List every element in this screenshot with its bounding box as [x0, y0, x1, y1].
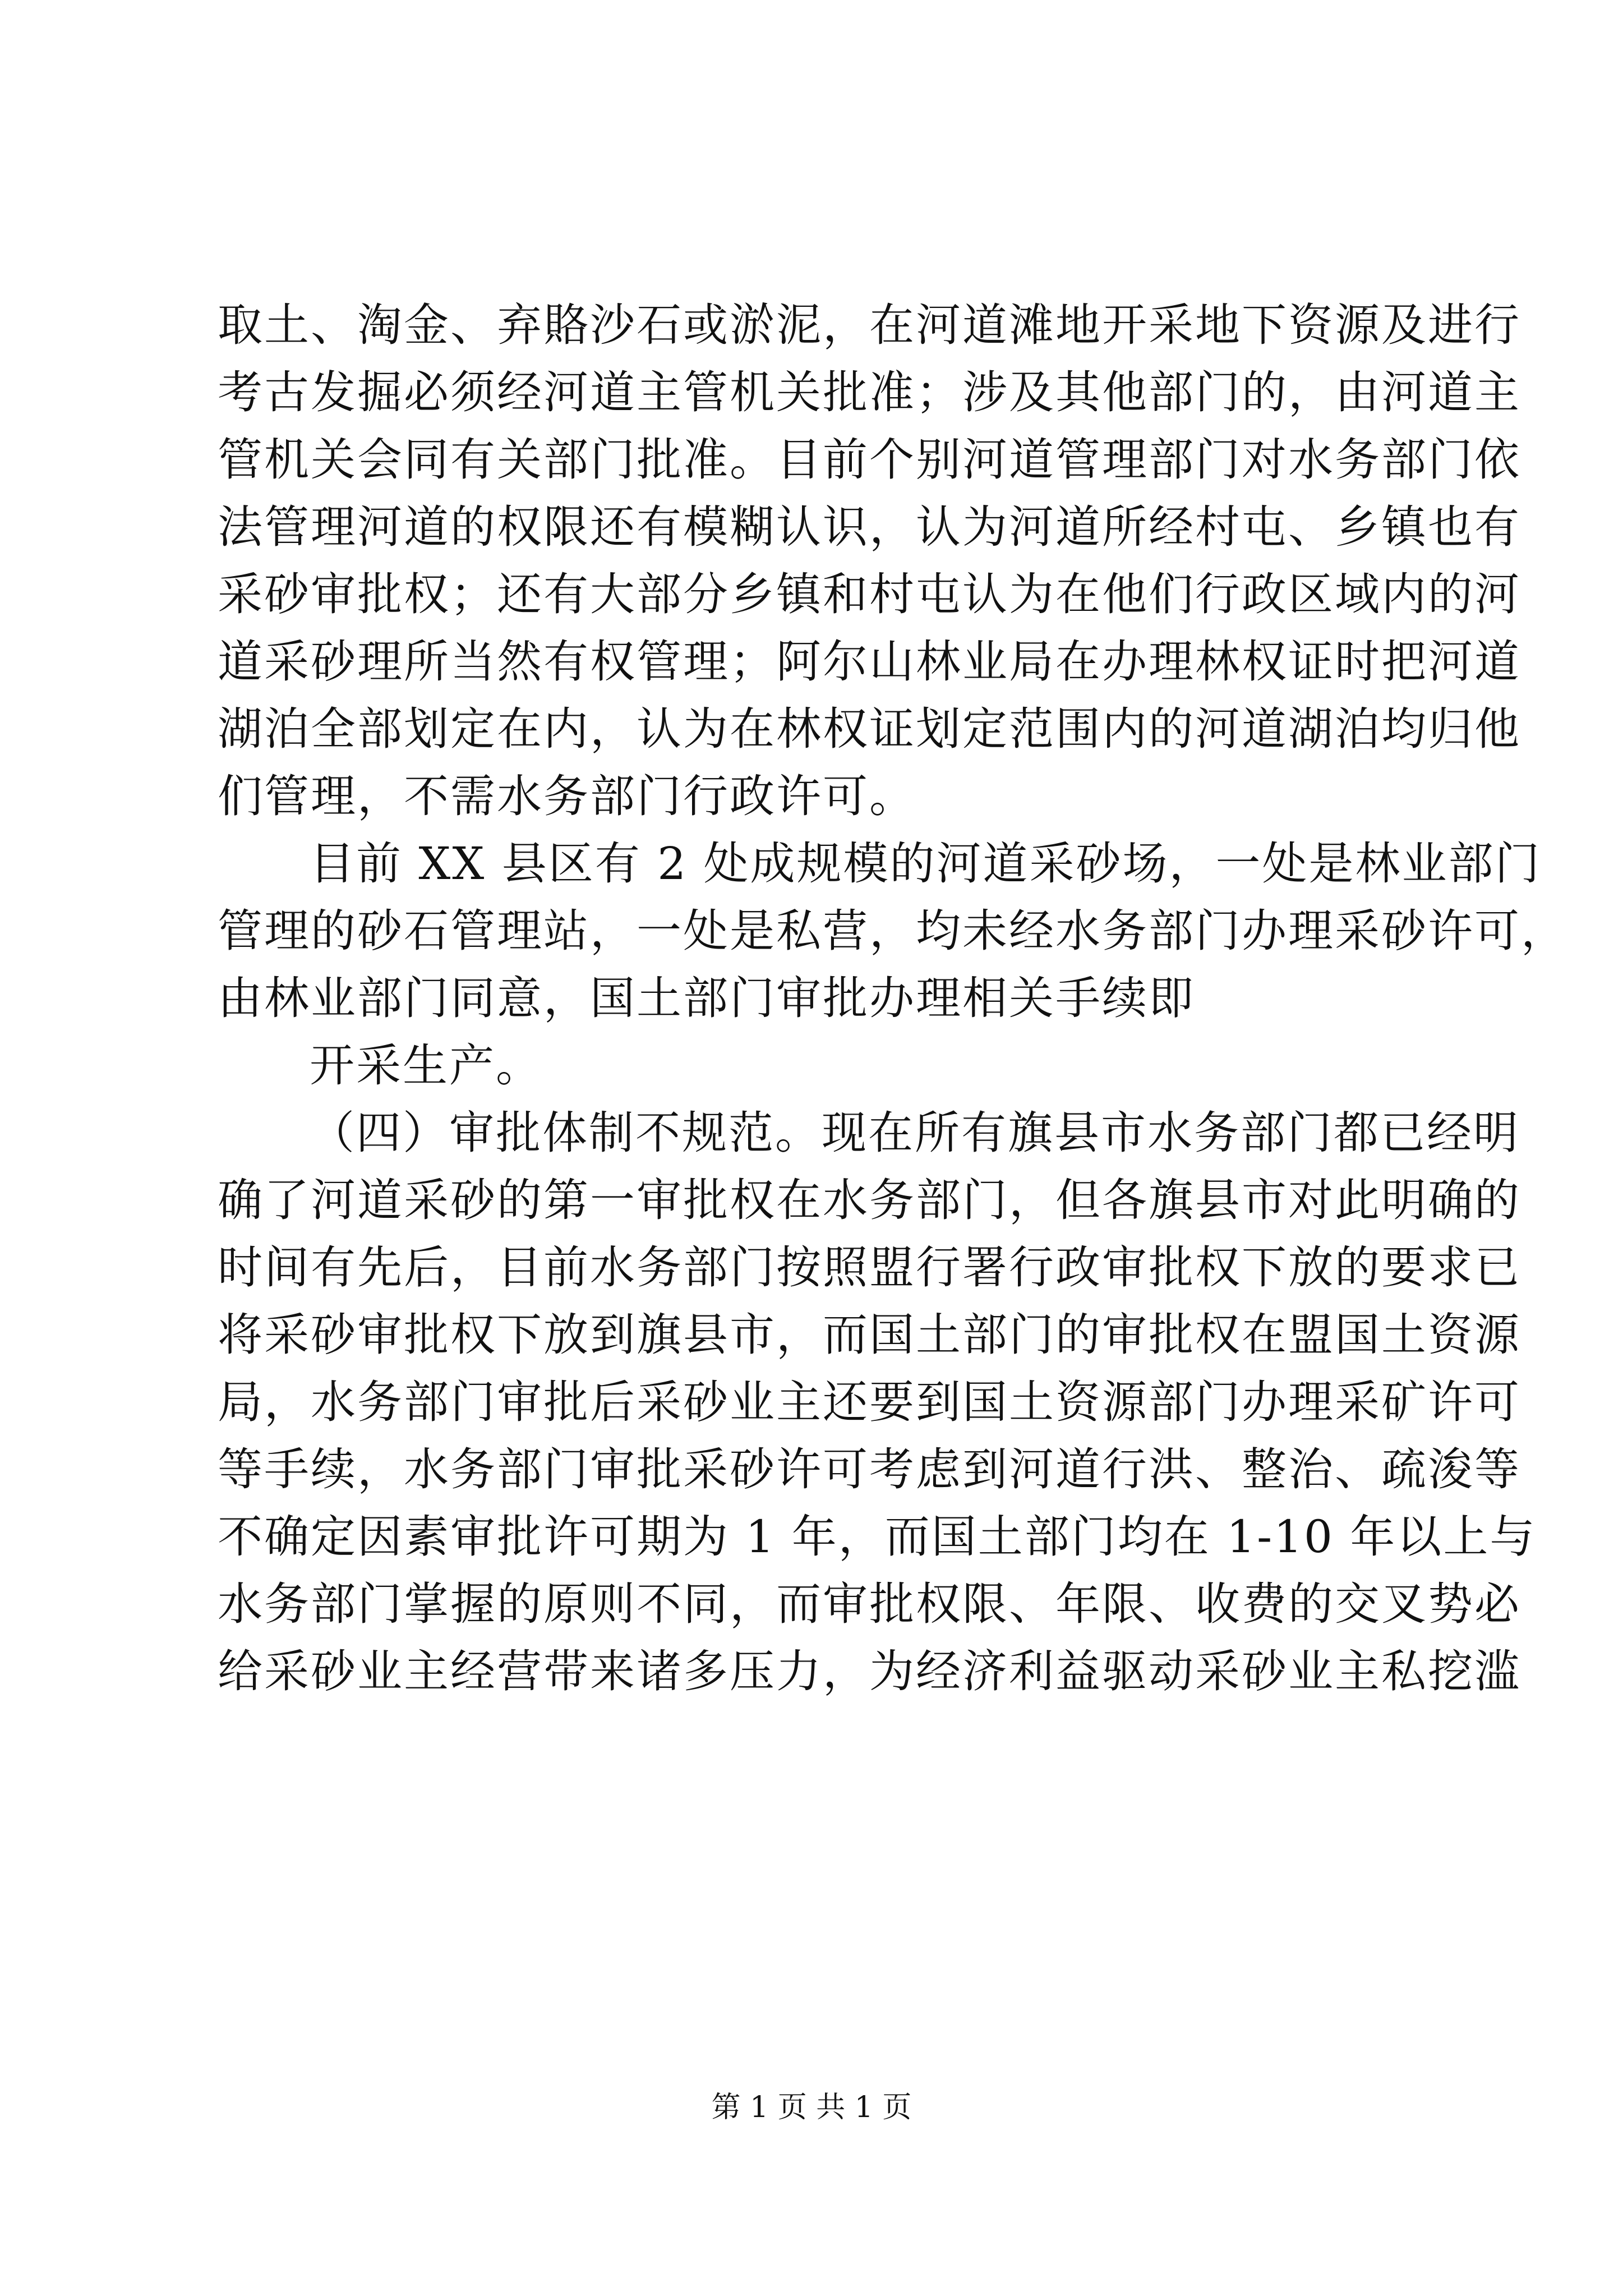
text-line: 管机关会同有关部门批准。目前个别河道管理部门对水务部门依 [218, 434, 1521, 486]
document-body [218, 292, 1567, 1705]
text-line: 考古发掘必须经河道主管机关批准；涉及其他部门的，由河道主 [218, 366, 1521, 418]
text-line: 法管理河道的权限还有模糊认识，认为河道所经村屯、乡镇也有 [218, 501, 1521, 553]
text-line: 湖泊全部划定在内，认为在林权证划定范围内的河道湖泊均归他 [218, 703, 1521, 755]
page-footer: 第 1 页 共 1 页 [711, 2091, 912, 2124]
text-line: 不确定因素审批许可期为 1 年，而国土部门均在 1-10 年以上与 [218, 1511, 1537, 1563]
text-line: 将采砂审批权下放到旗县市，而国土部门的审批权在盟国土资源 [218, 1309, 1521, 1361]
text-line: （四）审批体制不规范。现在所有旗县市水务部门都已经明 [310, 1107, 1520, 1159]
text-line: 取土、淘金、弃賂沙石或淤泥，在河道滩地开采地下资源及进行 [218, 299, 1521, 351]
text-line: 采砂审批权；还有大部分乡镇和村屯认为在他们行政区域内的河 [218, 568, 1521, 620]
text-line: 给采砂业主经营带来诸多压力，为经济利益驱动采砂业主私挖滥 [218, 1645, 1521, 1697]
text-line: 们管理，不需水务部门行政许可。 [218, 770, 916, 822]
text-line: 开采生产。 [310, 1039, 542, 1092]
text-line: 目前 XX 县区有 2 处成规模的河道采砂场，一处是林业部门 [310, 838, 1542, 890]
text-line: 局，水务部门审批后采砂业主还要到国土资源部门办理采矿许可 [218, 1376, 1521, 1428]
text-line: 水务部门掌握的原则不同，而审批权限、年限、收费的交叉势必 [218, 1578, 1521, 1630]
text-line: 管理的砂石管理站，一处是私营，均未经水务部门办理采砂许可， [218, 905, 1567, 957]
text-line: 道采砂理所当然有权管理；阿尔山林业局在办理林权证时把河道 [218, 636, 1521, 688]
text-line: 等手续，水务部门审批采砂许可考虑到河道行洪、整治、疏浚等 [218, 1443, 1521, 1496]
text-line: 由林业部门同意，国土部门审批办理相关手续即 [218, 972, 1195, 1024]
text-line: 时间有先后，目前水务部门按照盟行署行政审批权下放的要求已 [218, 1241, 1521, 1294]
text-line: 确了河道采砂的第一审批权在水务部门，但各旗县市对此明确的 [218, 1174, 1521, 1226]
